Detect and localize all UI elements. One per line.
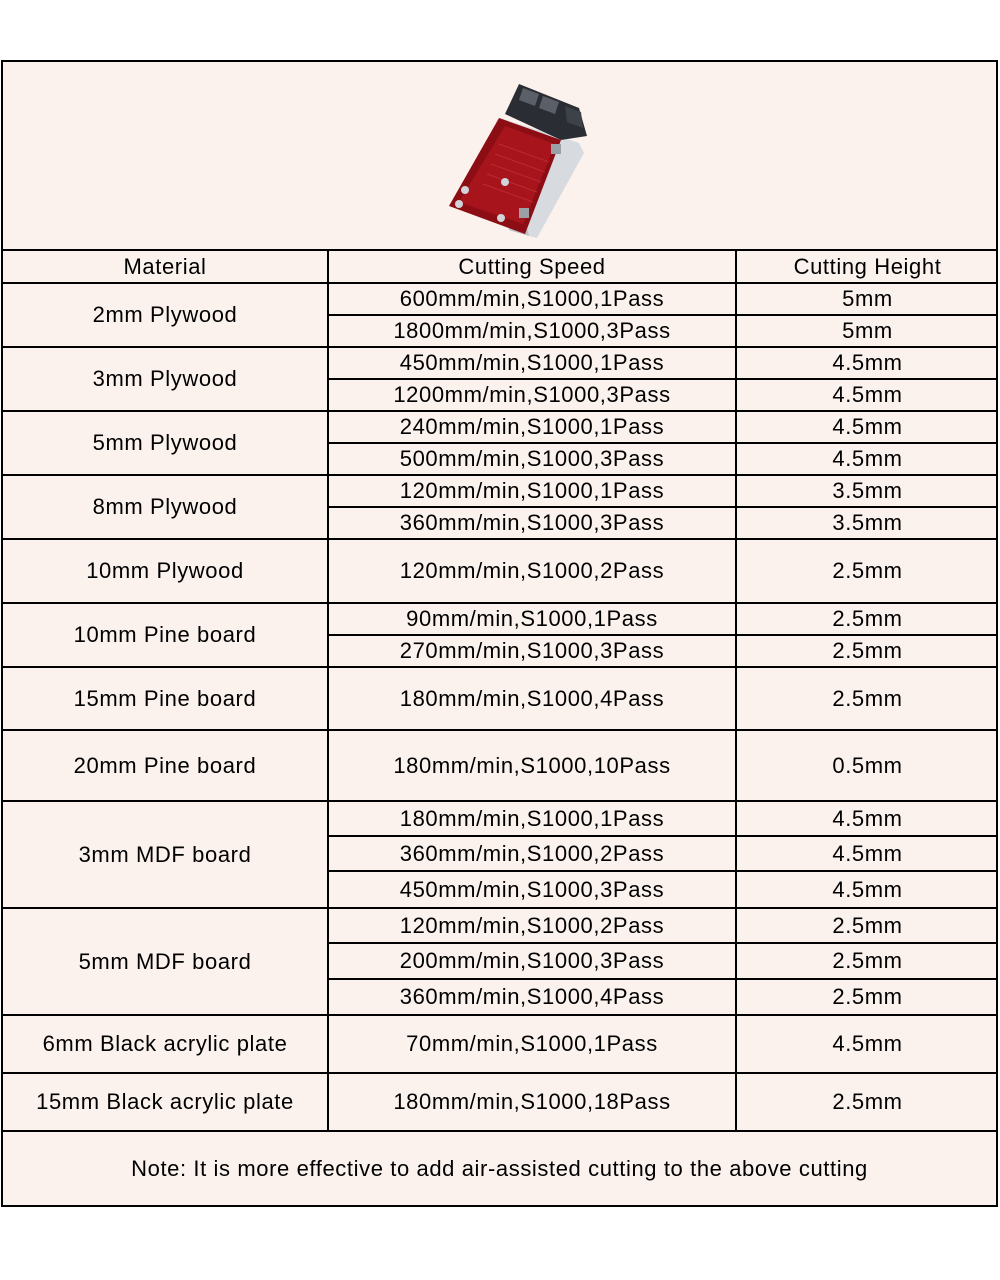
cutting-height-cell: 4.5mm: [736, 836, 998, 871]
cutting-speed-cell: 1200mm/min,S1000,3Pass: [328, 379, 736, 411]
material-cell: 5mm Plywood: [3, 411, 328, 475]
cutting-height-cell: 2.5mm: [736, 603, 998, 635]
table-row: [3, 347, 998, 379]
laser-module-icon: [439, 78, 589, 238]
cutting-height-cell: 2.5mm: [736, 539, 998, 603]
material-cell: 10mm Pine board: [3, 603, 328, 667]
table-row: [3, 539, 998, 603]
cutting-speed-cell: 200mm/min,S1000,3Pass: [328, 943, 736, 979]
cutting-speed-cell: 70mm/min,S1000,1Pass: [328, 1015, 736, 1073]
cutting-speed-cell: 360mm/min,S1000,3Pass: [328, 507, 736, 539]
table-row: [3, 667, 998, 730]
table-row: [3, 1015, 998, 1073]
material-cell: 15mm Black acrylic plate: [3, 1073, 328, 1131]
cutting-height-cell: 4.5mm: [736, 1015, 998, 1073]
cutting-height-cell: 4.5mm: [736, 801, 998, 836]
table-row: [3, 283, 998, 315]
cutting-height-cell: 3.5mm: [736, 507, 998, 539]
material-cell: 10mm Plywood: [3, 539, 328, 603]
cutting-speed-cell: 360mm/min,S1000,2Pass: [328, 836, 736, 871]
cutting-height-cell: 5mm: [736, 283, 998, 315]
table-row: [3, 603, 998, 635]
cutting-speed-cell: 270mm/min,S1000,3Pass: [328, 635, 736, 667]
cutting-speed-cell: 90mm/min,S1000,1Pass: [328, 603, 736, 635]
note-text: Note: It is more effective to add air-assisted cutting to the above cutting: [131, 1155, 868, 1181]
cutting-parameter-sheet: [1, 60, 998, 1207]
cutting-speed-cell: 600mm/min,S1000,1Pass: [328, 283, 736, 315]
material-cell: 8mm Plywood: [3, 475, 328, 539]
cutting-height-cell: 2.5mm: [736, 943, 998, 979]
cutting-height-cell: 2.5mm: [736, 635, 998, 667]
material-cell: 5mm MDF board: [3, 908, 328, 1015]
cutting-height-cell: 2.5mm: [736, 1073, 998, 1131]
cutting-height-cell: 4.5mm: [736, 443, 998, 475]
material-cell: 3mm Plywood: [3, 347, 328, 411]
material-cell: 20mm Pine board: [3, 730, 328, 801]
cutting-height-cell: 4.5mm: [736, 379, 998, 411]
header-cutting-height: Cutting Height: [736, 251, 998, 283]
cutting-speed-cell: 450mm/min,S1000,3Pass: [328, 871, 736, 908]
cutting-speed-cell: 450mm/min,S1000,1Pass: [328, 347, 736, 379]
table-row: [3, 730, 998, 801]
cutting-height-cell: 4.5mm: [736, 411, 998, 443]
material-cell: 15mm Pine board: [3, 667, 328, 730]
table-row: [3, 475, 998, 507]
cutting-height-cell: 2.5mm: [736, 667, 998, 730]
cutting-speed-cell: 1800mm/min,S1000,3Pass: [328, 315, 736, 347]
cutting-speed-cell: 120mm/min,S1000,2Pass: [328, 908, 736, 943]
table-row: [3, 1073, 998, 1131]
cutting-speed-cell: 180mm/min,S1000,10Pass: [328, 730, 736, 801]
header-material: Material: [3, 251, 328, 283]
cutting-height-cell: 4.5mm: [736, 347, 998, 379]
cutting-parameters-table: [3, 251, 998, 1132]
material-cell: 3mm MDF board: [3, 801, 328, 908]
table-row: [3, 908, 998, 943]
cutting-speed-cell: 180mm/min,S1000,1Pass: [328, 801, 736, 836]
cutting-speed-cell: 180mm/min,S1000,18Pass: [328, 1073, 736, 1131]
cutting-height-cell: 4.5mm: [736, 871, 998, 908]
cutting-speed-cell: 240mm/min,S1000,1Pass: [328, 411, 736, 443]
cutting-speed-cell: 120mm/min,S1000,2Pass: [328, 539, 736, 603]
cutting-height-cell: 5mm: [736, 315, 998, 347]
cutting-speed-cell: 500mm/min,S1000,3Pass: [328, 443, 736, 475]
cutting-speed-cell: 120mm/min,S1000,1Pass: [328, 475, 736, 507]
material-cell: 2mm Plywood: [3, 283, 328, 347]
product-image-area: [3, 62, 996, 251]
cutting-speed-cell: 180mm/min,S1000,4Pass: [328, 667, 736, 730]
material-cell: 6mm Black acrylic plate: [3, 1015, 328, 1073]
cutting-speed-cell: 360mm/min,S1000,4Pass: [328, 979, 736, 1015]
cutting-height-cell: 3.5mm: [736, 475, 998, 507]
table-body: [3, 283, 998, 1131]
cutting-height-cell: 2.5mm: [736, 979, 998, 1015]
table-row: [3, 411, 998, 443]
header-cutting-speed: Cutting Speed: [328, 251, 736, 283]
cutting-height-cell: 2.5mm: [736, 908, 998, 943]
table-row: [3, 801, 998, 836]
cutting-height-cell: 0.5mm: [736, 730, 998, 801]
